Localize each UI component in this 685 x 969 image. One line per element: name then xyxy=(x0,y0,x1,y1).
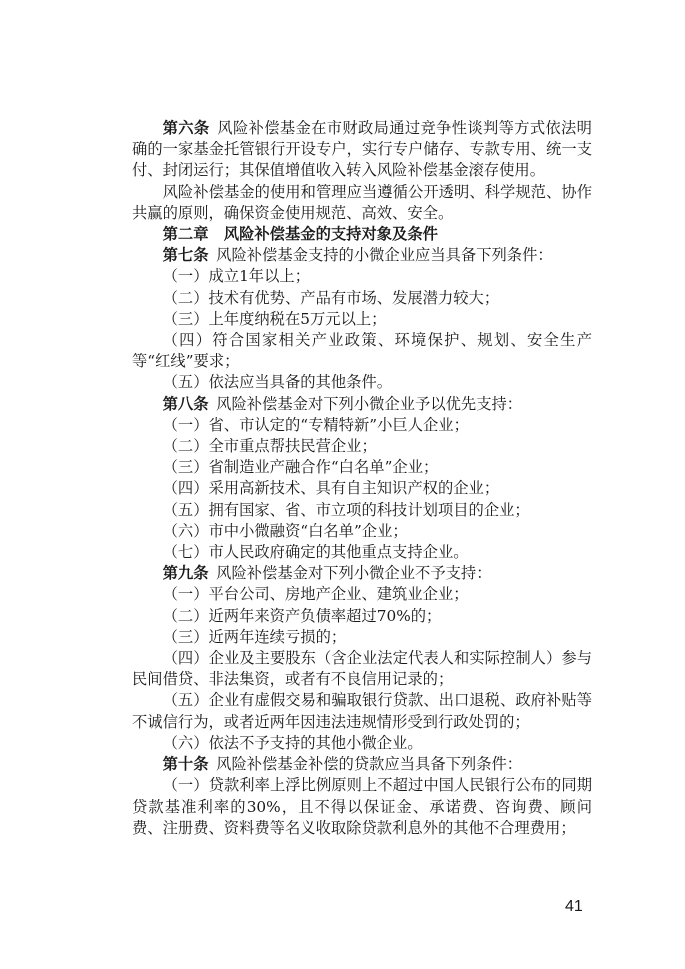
article-heading: 第八条 xyxy=(162,394,209,413)
paragraph xyxy=(132,415,592,436)
paragraph xyxy=(132,754,592,775)
paragraph-text: 风险补偿基金的使用和管理应当遵循公开透明、科学规范、协作共赢的原则，确保资金使用规范、高效、安全。 xyxy=(132,182,592,222)
paragraph xyxy=(132,542,592,563)
paragraph-text: （三）近两年连续亏损的； xyxy=(162,627,347,646)
paragraph xyxy=(132,309,592,330)
paragraph-text: （四）企业及主要股东（含企业法定代表人和实际控制人）参与民间借贷、非法集资，或者有不良信用记录的； xyxy=(132,649,592,689)
paragraph-text: （二）全市重点帮扶民营企业； xyxy=(162,437,377,456)
paragraph-text: （三）省制造业产融合作“白名单”企业； xyxy=(162,458,439,477)
paragraph xyxy=(132,478,592,499)
paragraph xyxy=(132,521,592,542)
paragraph xyxy=(132,563,592,584)
paragraph-text: 风险补偿基金对下列小微企业予以优先支持： xyxy=(216,394,523,413)
paragraph-text: 风险补偿基金对下列小微企业不予支持： xyxy=(216,564,492,583)
paragraph-text: （五）企业有虚假交易和骗取银行贷款、出口退税、政府补贴等不诚信行为，或者近两年因违法违规情形受到行政处罚的； xyxy=(132,691,592,731)
paragraph xyxy=(132,245,592,266)
page-number: 41 xyxy=(565,898,583,915)
paragraph xyxy=(132,266,592,287)
article-heading: 第九条 xyxy=(162,564,209,583)
chapter-heading: 第二章 风险补偿基金的支持对象及条件 xyxy=(162,225,438,244)
paragraph xyxy=(132,627,592,648)
paragraph-text: （五）拥有国家、省、市立项的科技计划项目的企业； xyxy=(162,500,530,519)
paragraph-text: 风险补偿基金补偿的贷款应当具备下列条件： xyxy=(216,755,523,774)
paragraph-text: （六）依法不予支持的其他小微企业。 xyxy=(162,733,423,752)
paragraph-text: （一）省、市认定的“专精特新”小巨人企业； xyxy=(162,415,469,434)
paragraph-text: （一）平台公司、房地产企业、建筑业企业； xyxy=(162,585,469,604)
paragraph xyxy=(132,733,592,754)
paragraph xyxy=(132,394,592,415)
paragraph xyxy=(132,372,592,393)
paragraph xyxy=(132,500,592,521)
paragraph-text: （一）贷款利率上浮比例原则上不超过中国人民银行公布的同期贷款基准利率的30%，且不得以保证金、承诺费、咨询费、顾问费、注册费、资料费等名义收取除贷款利息外的其他不合理费用； xyxy=(132,776,592,837)
paragraph xyxy=(132,648,592,690)
paragraph xyxy=(132,690,592,732)
paragraph xyxy=(132,182,592,224)
paragraph-text: 风险补偿基金在市财政局通过竞争性谈判等方式依法明确的一家基金托管银行开设专户，实行专户储存、专款专用、统一支付、封闭运行；其保值增值收入转入风险补偿基金滚存使用。 xyxy=(132,119,592,180)
article-heading: 第六条 xyxy=(162,119,210,137)
paragraph-text: （六）市中小微融资“白名单”企业； xyxy=(162,521,408,540)
paragraph-text: （四）采用高新技术、具有自主知识产权的企业； xyxy=(162,479,500,498)
paragraph-text: （七）市人民政府确定的其他重点支持企业。 xyxy=(162,543,469,562)
paragraph xyxy=(132,457,592,478)
body-text xyxy=(132,118,592,839)
paragraph xyxy=(132,606,592,627)
paragraph-text: （二）技术有优势、产品有市场、发展潜力较大； xyxy=(162,288,500,307)
paragraph-text: （一）成立1年以上； xyxy=(162,267,310,286)
paragraph-text: （三）上年度纳税在5万元以上； xyxy=(162,309,387,328)
paragraph-text: （二）近两年来资产负债率超过70%的； xyxy=(162,606,442,625)
article-heading: 第七条 xyxy=(162,246,209,265)
paragraph xyxy=(132,288,592,309)
paragraph xyxy=(132,118,592,182)
paragraph-text: 风险补偿基金支持的小微企业应当具备下列条件： xyxy=(216,246,553,265)
paragraph-text: （五）依法应当具备的其他条件。 xyxy=(162,373,393,392)
article-heading: 第十条 xyxy=(162,755,209,774)
paragraph xyxy=(132,330,592,372)
paragraph xyxy=(132,584,592,605)
paragraph xyxy=(132,436,592,457)
paragraph xyxy=(132,775,592,839)
paragraph-text: （四）符合国家相关产业政策、环境保护、规划、安全生产等“红线”要求； xyxy=(132,331,592,371)
